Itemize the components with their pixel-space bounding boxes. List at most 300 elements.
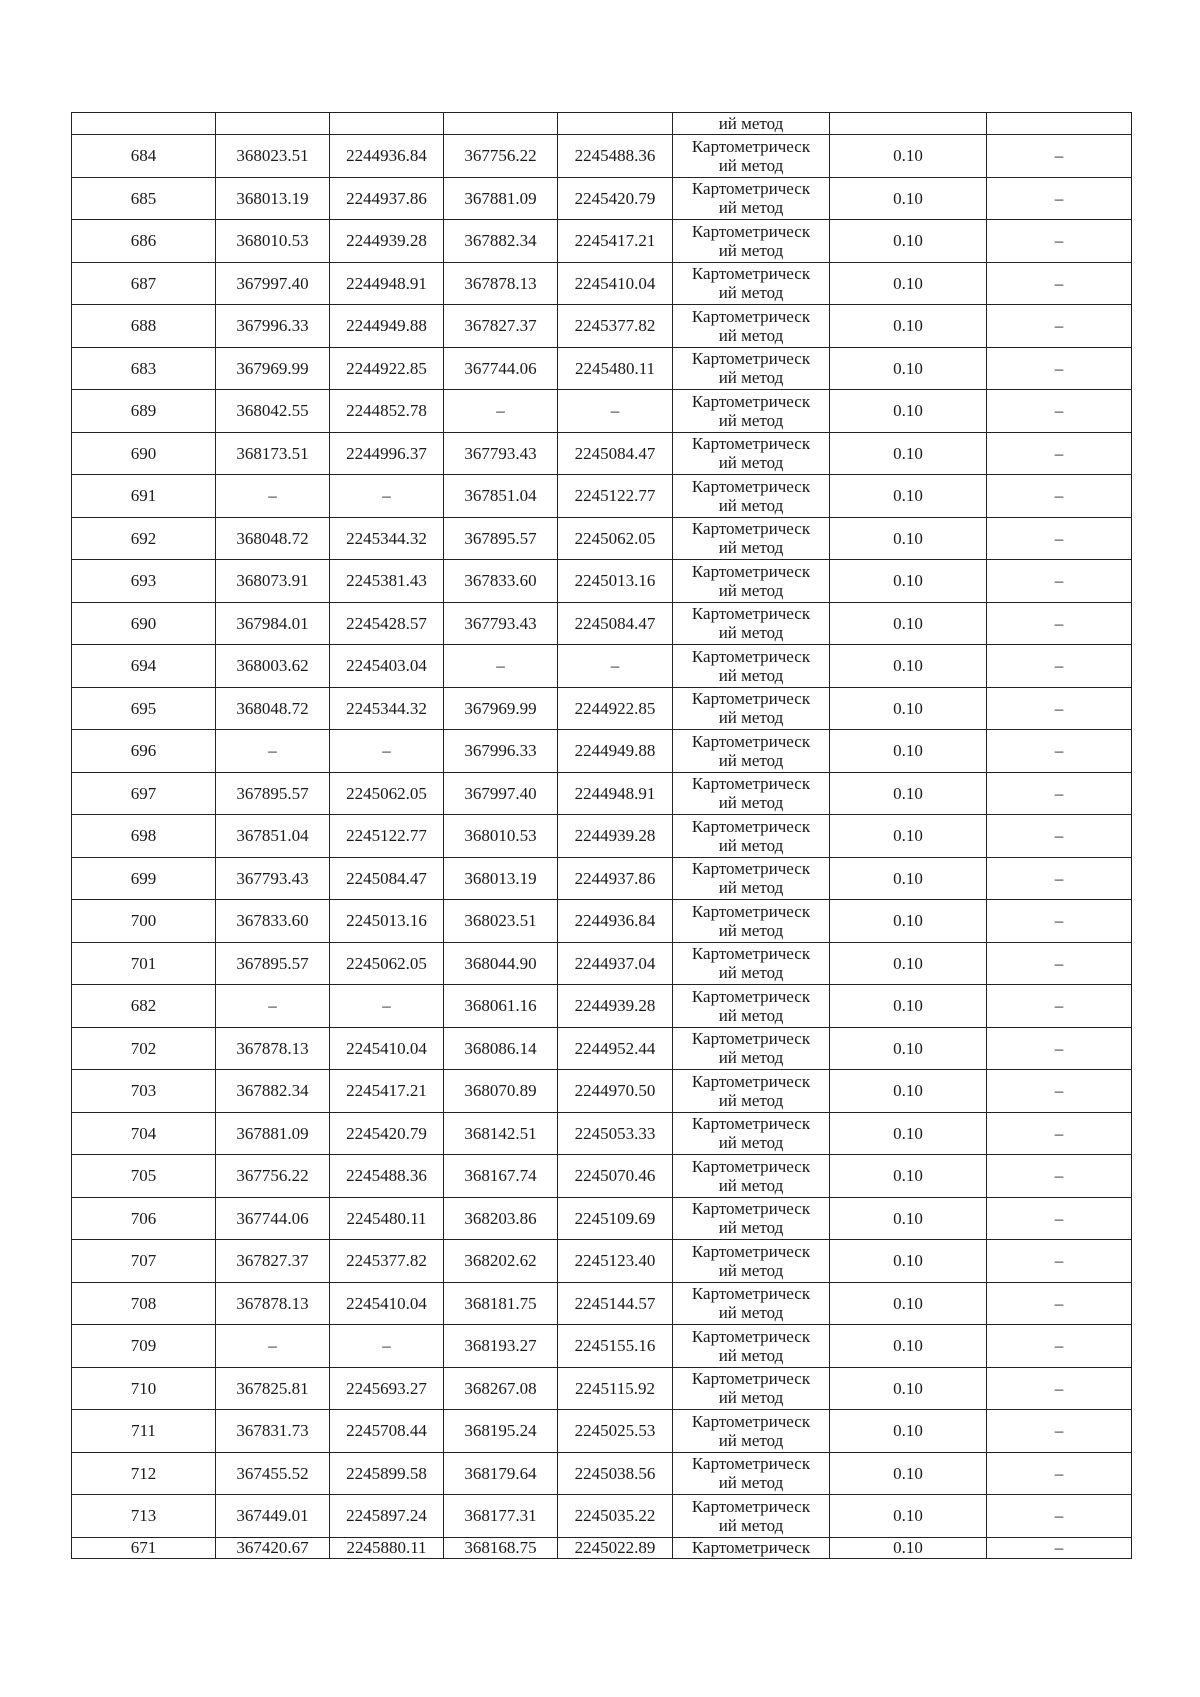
x-new-cell: 367881.09 [444, 177, 558, 220]
accuracy-cell: 0.10 [830, 1452, 987, 1495]
y-new-cell: 2245070.46 [558, 1155, 673, 1198]
method-cell [673, 517, 830, 560]
accuracy-cell: 0.10 [830, 432, 987, 475]
method-line-2: ий метод [718, 750, 784, 770]
y-old-cell: 2244922.85 [330, 347, 444, 390]
table-row [72, 1452, 1132, 1495]
x-old-cell: – [216, 985, 330, 1028]
method-line-1: Картометрическ [691, 476, 811, 496]
x-new-cell: 367997.40 [444, 772, 558, 815]
y-new-cell: 2245025.53 [558, 1410, 673, 1453]
x-old-cell: 367895.57 [216, 772, 330, 815]
method-line-2: ий метод [718, 1005, 784, 1025]
y-old-cell: 2245410.04 [330, 1027, 444, 1070]
x-new-cell: 368061.16 [444, 985, 558, 1028]
x-old-cell: 367744.06 [216, 1197, 330, 1240]
note-cell: – [987, 1155, 1132, 1198]
method-cell [673, 730, 830, 773]
table-row [72, 1325, 1132, 1368]
method-line-2: ий метод [718, 793, 784, 813]
accuracy-cell: 0.10 [830, 942, 987, 985]
x-old-cell: 367833.60 [216, 900, 330, 943]
method-cell [673, 560, 830, 603]
note-cell: – [987, 985, 1132, 1028]
note-cell: – [987, 772, 1132, 815]
point-number-cell: 698 [72, 815, 216, 858]
x-old-cell: 367882.34 [216, 1070, 330, 1113]
accuracy-cell: 0.10 [830, 1155, 987, 1198]
point-number-cell: 690 [72, 432, 216, 475]
method-line-2: ий метод [718, 665, 784, 685]
accuracy-cell: 0.10 [830, 772, 987, 815]
y-old-cell: 2245344.32 [330, 517, 444, 560]
x-new-cell: 367793.43 [444, 432, 558, 475]
table-row [72, 985, 1132, 1028]
x-new-cell: 367827.37 [444, 305, 558, 348]
method-line-1: Картометрическ [691, 1284, 811, 1304]
y-old-cell: 2245381.43 [330, 560, 444, 603]
y-old-cell: 2244937.86 [330, 177, 444, 220]
x-old-cell: 368003.62 [216, 645, 330, 688]
method-line-1: Картометрическ [691, 816, 811, 836]
y-new-cell: 2245480.11 [558, 347, 673, 390]
table-row [72, 1367, 1132, 1410]
table-row [72, 942, 1132, 985]
x-new-cell: 367851.04 [444, 475, 558, 518]
method-cell: ий метод [673, 113, 830, 135]
point-number-cell: 703 [72, 1070, 216, 1113]
y-old-cell: 2245062.05 [330, 942, 444, 985]
y-new-cell: 2245123.40 [558, 1240, 673, 1283]
table-row [72, 177, 1132, 220]
accuracy-cell: 0.10 [830, 645, 987, 688]
method-line-2: ий метод [718, 155, 784, 175]
method-cell [673, 815, 830, 858]
method-cell [673, 602, 830, 645]
y-new-cell: 2245038.56 [558, 1452, 673, 1495]
method-line-2: ий метод [718, 198, 784, 218]
point-number-cell: 696 [72, 730, 216, 773]
method-line-1: Картометрическ [691, 1156, 811, 1176]
y-old-cell: 2245410.04 [330, 1282, 444, 1325]
x-old-cell: 367831.73 [216, 1410, 330, 1453]
point-number-cell: 709 [72, 1325, 216, 1368]
method-cell [673, 772, 830, 815]
note-cell: – [987, 1197, 1132, 1240]
y-old-cell: 2245693.27 [330, 1367, 444, 1410]
x-old-cell: 368073.91 [216, 560, 330, 603]
x-new-cell: 368142.51 [444, 1112, 558, 1155]
y-new-cell: 2245053.33 [558, 1112, 673, 1155]
table-row [72, 475, 1132, 518]
table-row [72, 857, 1132, 900]
y-old-cell: 2245897.24 [330, 1495, 444, 1538]
method-cell [673, 262, 830, 305]
note-cell: – [987, 177, 1132, 220]
y-new-cell: 2245410.04 [558, 262, 673, 305]
x-old-cell: – [216, 1325, 330, 1368]
table-row [72, 517, 1132, 560]
method-cell [673, 857, 830, 900]
x-new-cell: 368177.31 [444, 1495, 558, 1538]
method-line-2: ий метод [718, 1090, 784, 1110]
method-line-2: ий метод [718, 1388, 784, 1408]
method-line-2: ий метод [718, 1345, 784, 1365]
accuracy-cell: 0.10 [830, 985, 987, 1028]
method-line-1: Картометрическ [691, 604, 811, 624]
y-new-cell: 2245062.05 [558, 517, 673, 560]
accuracy-cell: 0.10 [830, 1197, 987, 1240]
x-old-cell: 368010.53 [216, 220, 330, 263]
accuracy-cell: 0.10 [830, 1537, 987, 1558]
x-new-cell: 367744.06 [444, 347, 558, 390]
note-cell: – [987, 602, 1132, 645]
table-row [72, 772, 1132, 815]
x-old-cell: 367895.57 [216, 942, 330, 985]
method-line-2: ий метод [718, 325, 784, 345]
method-cell [673, 220, 830, 263]
x-new-cell: 368168.75 [444, 1537, 558, 1558]
point-number-cell: 711 [72, 1410, 216, 1453]
point-number-cell: 687 [72, 262, 216, 305]
method-cell [673, 942, 830, 985]
table-row [72, 220, 1132, 263]
method-line-2: ий метод [718, 1473, 784, 1493]
method-line-2: ий метод [718, 453, 784, 473]
y-new-cell: 2245109.69 [558, 1197, 673, 1240]
note-cell: – [987, 815, 1132, 858]
point-number-cell: 692 [72, 517, 216, 560]
y-new-cell: 2245377.82 [558, 305, 673, 348]
table-row [72, 1027, 1132, 1070]
note-cell: – [987, 1537, 1132, 1558]
y-old-cell: 2245403.04 [330, 645, 444, 688]
y-old-cell: 2245122.77 [330, 815, 444, 858]
y-old-cell: 2245420.79 [330, 1112, 444, 1155]
accuracy-cell: 0.10 [830, 687, 987, 730]
method-line-1: Картометрическ [691, 646, 811, 666]
method-line-1: Картометрическ [691, 1114, 811, 1134]
x-new-cell: 367895.57 [444, 517, 558, 560]
y-old-cell: 2245880.11 [330, 1537, 444, 1558]
method-cell [673, 1112, 830, 1155]
method-line-1: Картометрическ [691, 1454, 811, 1474]
point-number-cell: 704 [72, 1112, 216, 1155]
method-cell [673, 390, 830, 433]
table-row [72, 1282, 1132, 1325]
point-number-cell: 694 [72, 645, 216, 688]
method-line-2: ий метод [718, 495, 784, 515]
note-cell: – [987, 687, 1132, 730]
y-old-cell: 2245344.32 [330, 687, 444, 730]
method-cell [673, 135, 830, 178]
method-line-2: ий метод [718, 410, 784, 430]
method-line-1: Картометрическ [691, 944, 811, 964]
note-cell: – [987, 135, 1132, 178]
note-cell: – [987, 390, 1132, 433]
method-line-2: ий метод [718, 835, 784, 855]
table-row [72, 347, 1132, 390]
table-row [72, 900, 1132, 943]
method-cell [673, 1197, 830, 1240]
note-cell: – [987, 1410, 1132, 1453]
accuracy-cell: 0.10 [830, 262, 987, 305]
x-old-cell: 368042.55 [216, 390, 330, 433]
table-row [72, 560, 1132, 603]
x-new-cell: 368267.08 [444, 1367, 558, 1410]
method-line-1: Картометрическ [691, 1071, 811, 1091]
method-line-1: Картометрическ [691, 1411, 811, 1431]
y-old-cell: 2245428.57 [330, 602, 444, 645]
method-line-1: Картометрическ [691, 1326, 811, 1346]
method-cell [673, 1027, 830, 1070]
point-number-cell: 683 [72, 347, 216, 390]
x-new-cell: 367833.60 [444, 560, 558, 603]
x-new-cell: 367882.34 [444, 220, 558, 263]
table-row [72, 1197, 1132, 1240]
point-number-cell: 710 [72, 1367, 216, 1410]
y-new-cell: 2244970.50 [558, 1070, 673, 1113]
method-line-2: ий метод [718, 963, 784, 983]
point-number-cell: 686 [72, 220, 216, 263]
x-old-cell: 367825.81 [216, 1367, 330, 1410]
x-new-cell: – [444, 390, 558, 433]
y-old-cell: 2245062.05 [330, 772, 444, 815]
method-cell [673, 687, 830, 730]
x-new-cell: 368044.90 [444, 942, 558, 985]
method-line-2: ий метод [718, 1260, 784, 1280]
table-row [72, 687, 1132, 730]
x-new-cell: – [444, 645, 558, 688]
table-row [72, 602, 1132, 645]
note-cell: – [987, 1495, 1132, 1538]
table-row [72, 1495, 1132, 1538]
table-row [72, 432, 1132, 475]
accuracy-cell: 0.10 [830, 1495, 987, 1538]
method-line-2: ий метод [718, 1175, 784, 1195]
y-new-cell: 2244948.91 [558, 772, 673, 815]
y-new-cell: 2244952.44 [558, 1027, 673, 1070]
x-new-cell: 368010.53 [444, 815, 558, 858]
x-old-cell: 367420.67 [216, 1537, 330, 1558]
method-cell [673, 432, 830, 475]
point-number-cell: 682 [72, 985, 216, 1028]
note-cell: – [987, 347, 1132, 390]
accuracy-cell: 0.10 [830, 1112, 987, 1155]
method-cell [673, 475, 830, 518]
y-old-cell: 2244949.88 [330, 305, 444, 348]
accuracy-cell: 0.10 [830, 1325, 987, 1368]
x-old-cell: 368173.51 [216, 432, 330, 475]
table-row [72, 815, 1132, 858]
method-cell [673, 1495, 830, 1538]
point-number-cell: 713 [72, 1495, 216, 1538]
method-line-1: Картометрическ [691, 349, 811, 369]
y-old-cell: 2245013.16 [330, 900, 444, 943]
method-line-2: ий метод [718, 1218, 784, 1238]
method-line-1: Картометрическ [691, 1369, 811, 1389]
table-row [72, 262, 1132, 305]
table-row [72, 1240, 1132, 1283]
x-old-cell: 367881.09 [216, 1112, 330, 1155]
accuracy-cell: 0.10 [830, 1070, 987, 1113]
point-number-cell: 701 [72, 942, 216, 985]
x-old-cell: – [216, 730, 330, 773]
method-cell [673, 1325, 830, 1368]
point-number-cell: 691 [72, 475, 216, 518]
x-old-cell: 367969.99 [216, 347, 330, 390]
table-row [72, 1112, 1132, 1155]
y-old-cell: 2245084.47 [330, 857, 444, 900]
point-number-cell: 712 [72, 1452, 216, 1495]
method-line-2: ий метод [718, 368, 784, 388]
method-line-1: Картометрическ [691, 561, 811, 581]
x-old-cell: 367793.43 [216, 857, 330, 900]
y-new-cell: 2245420.79 [558, 177, 673, 220]
x-new-cell: 368023.51 [444, 900, 558, 943]
note-cell: – [987, 432, 1132, 475]
y-new-cell: 2244949.88 [558, 730, 673, 773]
table-row-partial [72, 1537, 1132, 1558]
point-number-cell: 693 [72, 560, 216, 603]
y-old-cell: 2245480.11 [330, 1197, 444, 1240]
note-cell: – [987, 1112, 1132, 1155]
note-cell: – [987, 1367, 1132, 1410]
y-new-cell: 2244939.28 [558, 985, 673, 1028]
y-new-cell: 2245115.92 [558, 1367, 673, 1410]
point-number-cell: 708 [72, 1282, 216, 1325]
point-number-cell: 688 [72, 305, 216, 348]
method-line-1: Картометрическ [691, 391, 811, 411]
method-line-2: ий метод [718, 538, 784, 558]
x-old-cell: 367996.33 [216, 305, 330, 348]
note-cell: – [987, 857, 1132, 900]
method-line-1: Картометрическ [691, 179, 811, 199]
y-old-cell: 2245708.44 [330, 1410, 444, 1453]
point-number-cell: 707 [72, 1240, 216, 1283]
y-old-cell: – [330, 475, 444, 518]
y-old-cell: 2245417.21 [330, 1070, 444, 1113]
accuracy-cell: 0.10 [830, 602, 987, 645]
method-line-2: ий метод [718, 240, 784, 260]
point-number-cell: 695 [72, 687, 216, 730]
coordinates-table [71, 112, 1132, 1559]
table-row [72, 730, 1132, 773]
method-line-1: Картометрическ [691, 136, 811, 156]
note-cell: – [987, 1027, 1132, 1070]
note-cell: – [987, 900, 1132, 943]
method-cell [673, 645, 830, 688]
y-new-cell: 2245035.22 [558, 1495, 673, 1538]
note-cell: – [987, 645, 1132, 688]
y-old-cell: 2244939.28 [330, 220, 444, 263]
y-new-cell: 2244937.86 [558, 857, 673, 900]
x-new-cell: 368167.74 [444, 1155, 558, 1198]
y-new-cell: 2245417.21 [558, 220, 673, 263]
method-line-1: Картометрическ [691, 774, 811, 794]
accuracy-cell: 0.10 [830, 560, 987, 603]
y-new-cell: 2245488.36 [558, 135, 673, 178]
method-line-2: ий метод [718, 1430, 784, 1450]
method-cell [673, 177, 830, 220]
method-line-1: Картометрическ [691, 221, 811, 241]
x-new-cell: 367793.43 [444, 602, 558, 645]
point-number-cell: 671 [72, 1537, 216, 1558]
y-new-cell: 2245084.47 [558, 432, 673, 475]
y-old-cell: 2244948.91 [330, 262, 444, 305]
point-number-cell: 705 [72, 1155, 216, 1198]
x-old-cell: – [216, 475, 330, 518]
accuracy-cell: 0.10 [830, 475, 987, 518]
table-row [72, 1070, 1132, 1113]
method-cell [673, 1452, 830, 1495]
y-new-cell: 2244937.04 [558, 942, 673, 985]
x-new-cell: 368086.14 [444, 1027, 558, 1070]
method-line-1: Картометрическ [691, 986, 811, 1006]
accuracy-cell: 0.10 [830, 220, 987, 263]
x-new-cell: 367756.22 [444, 135, 558, 178]
method-cell [673, 305, 830, 348]
y-new-cell: 2245155.16 [558, 1325, 673, 1368]
method-line-2: ий метод [718, 623, 784, 643]
y-new-cell: 2244922.85 [558, 687, 673, 730]
y-new-cell: 2245122.77 [558, 475, 673, 518]
x-old-cell: 368013.19 [216, 177, 330, 220]
y-old-cell: 2244852.78 [330, 390, 444, 433]
method-line-1: Картометрическ [691, 731, 811, 751]
method-cell [673, 900, 830, 943]
x-new-cell: 368202.62 [444, 1240, 558, 1283]
method-cell [673, 1410, 830, 1453]
method-line-1: Картометрическ [691, 264, 811, 284]
method-cell [673, 1155, 830, 1198]
accuracy-cell: 0.10 [830, 730, 987, 773]
note-cell: – [987, 1452, 1132, 1495]
table-row [72, 1410, 1132, 1453]
note-cell: – [987, 517, 1132, 560]
x-old-cell: 368023.51 [216, 135, 330, 178]
method-cell [673, 1240, 830, 1283]
method-line-2: ий метод [718, 580, 784, 600]
x-new-cell: 368070.89 [444, 1070, 558, 1113]
x-new-cell: 368181.75 [444, 1282, 558, 1325]
method-line-2: ий метод [718, 1133, 784, 1153]
method-line-1: Картометрическ [691, 689, 811, 709]
method-line-2: ий метод [718, 1303, 784, 1323]
accuracy-cell: 0.10 [830, 1282, 987, 1325]
y-new-cell: 2245013.16 [558, 560, 673, 603]
point-number-cell: 684 [72, 135, 216, 178]
y-old-cell: 2244996.37 [330, 432, 444, 475]
x-old-cell: 367455.52 [216, 1452, 330, 1495]
x-old-cell: 367756.22 [216, 1155, 330, 1198]
table-row [72, 1155, 1132, 1198]
accuracy-cell: 0.10 [830, 517, 987, 560]
accuracy-cell: 0.10 [830, 900, 987, 943]
note-cell: – [987, 942, 1132, 985]
method-line-2: ий метод [718, 878, 784, 898]
method-line-1: Картометрическ [691, 1496, 811, 1516]
method-cell [673, 1070, 830, 1113]
x-new-cell: 367996.33 [444, 730, 558, 773]
method-line-2: ий метод [718, 708, 784, 728]
y-old-cell: – [330, 985, 444, 1028]
accuracy-cell: 0.10 [830, 177, 987, 220]
y-old-cell: – [330, 1325, 444, 1368]
x-new-cell: 367969.99 [444, 687, 558, 730]
method-line-1: Картометрическ [691, 519, 811, 539]
accuracy-cell: 0.10 [830, 347, 987, 390]
